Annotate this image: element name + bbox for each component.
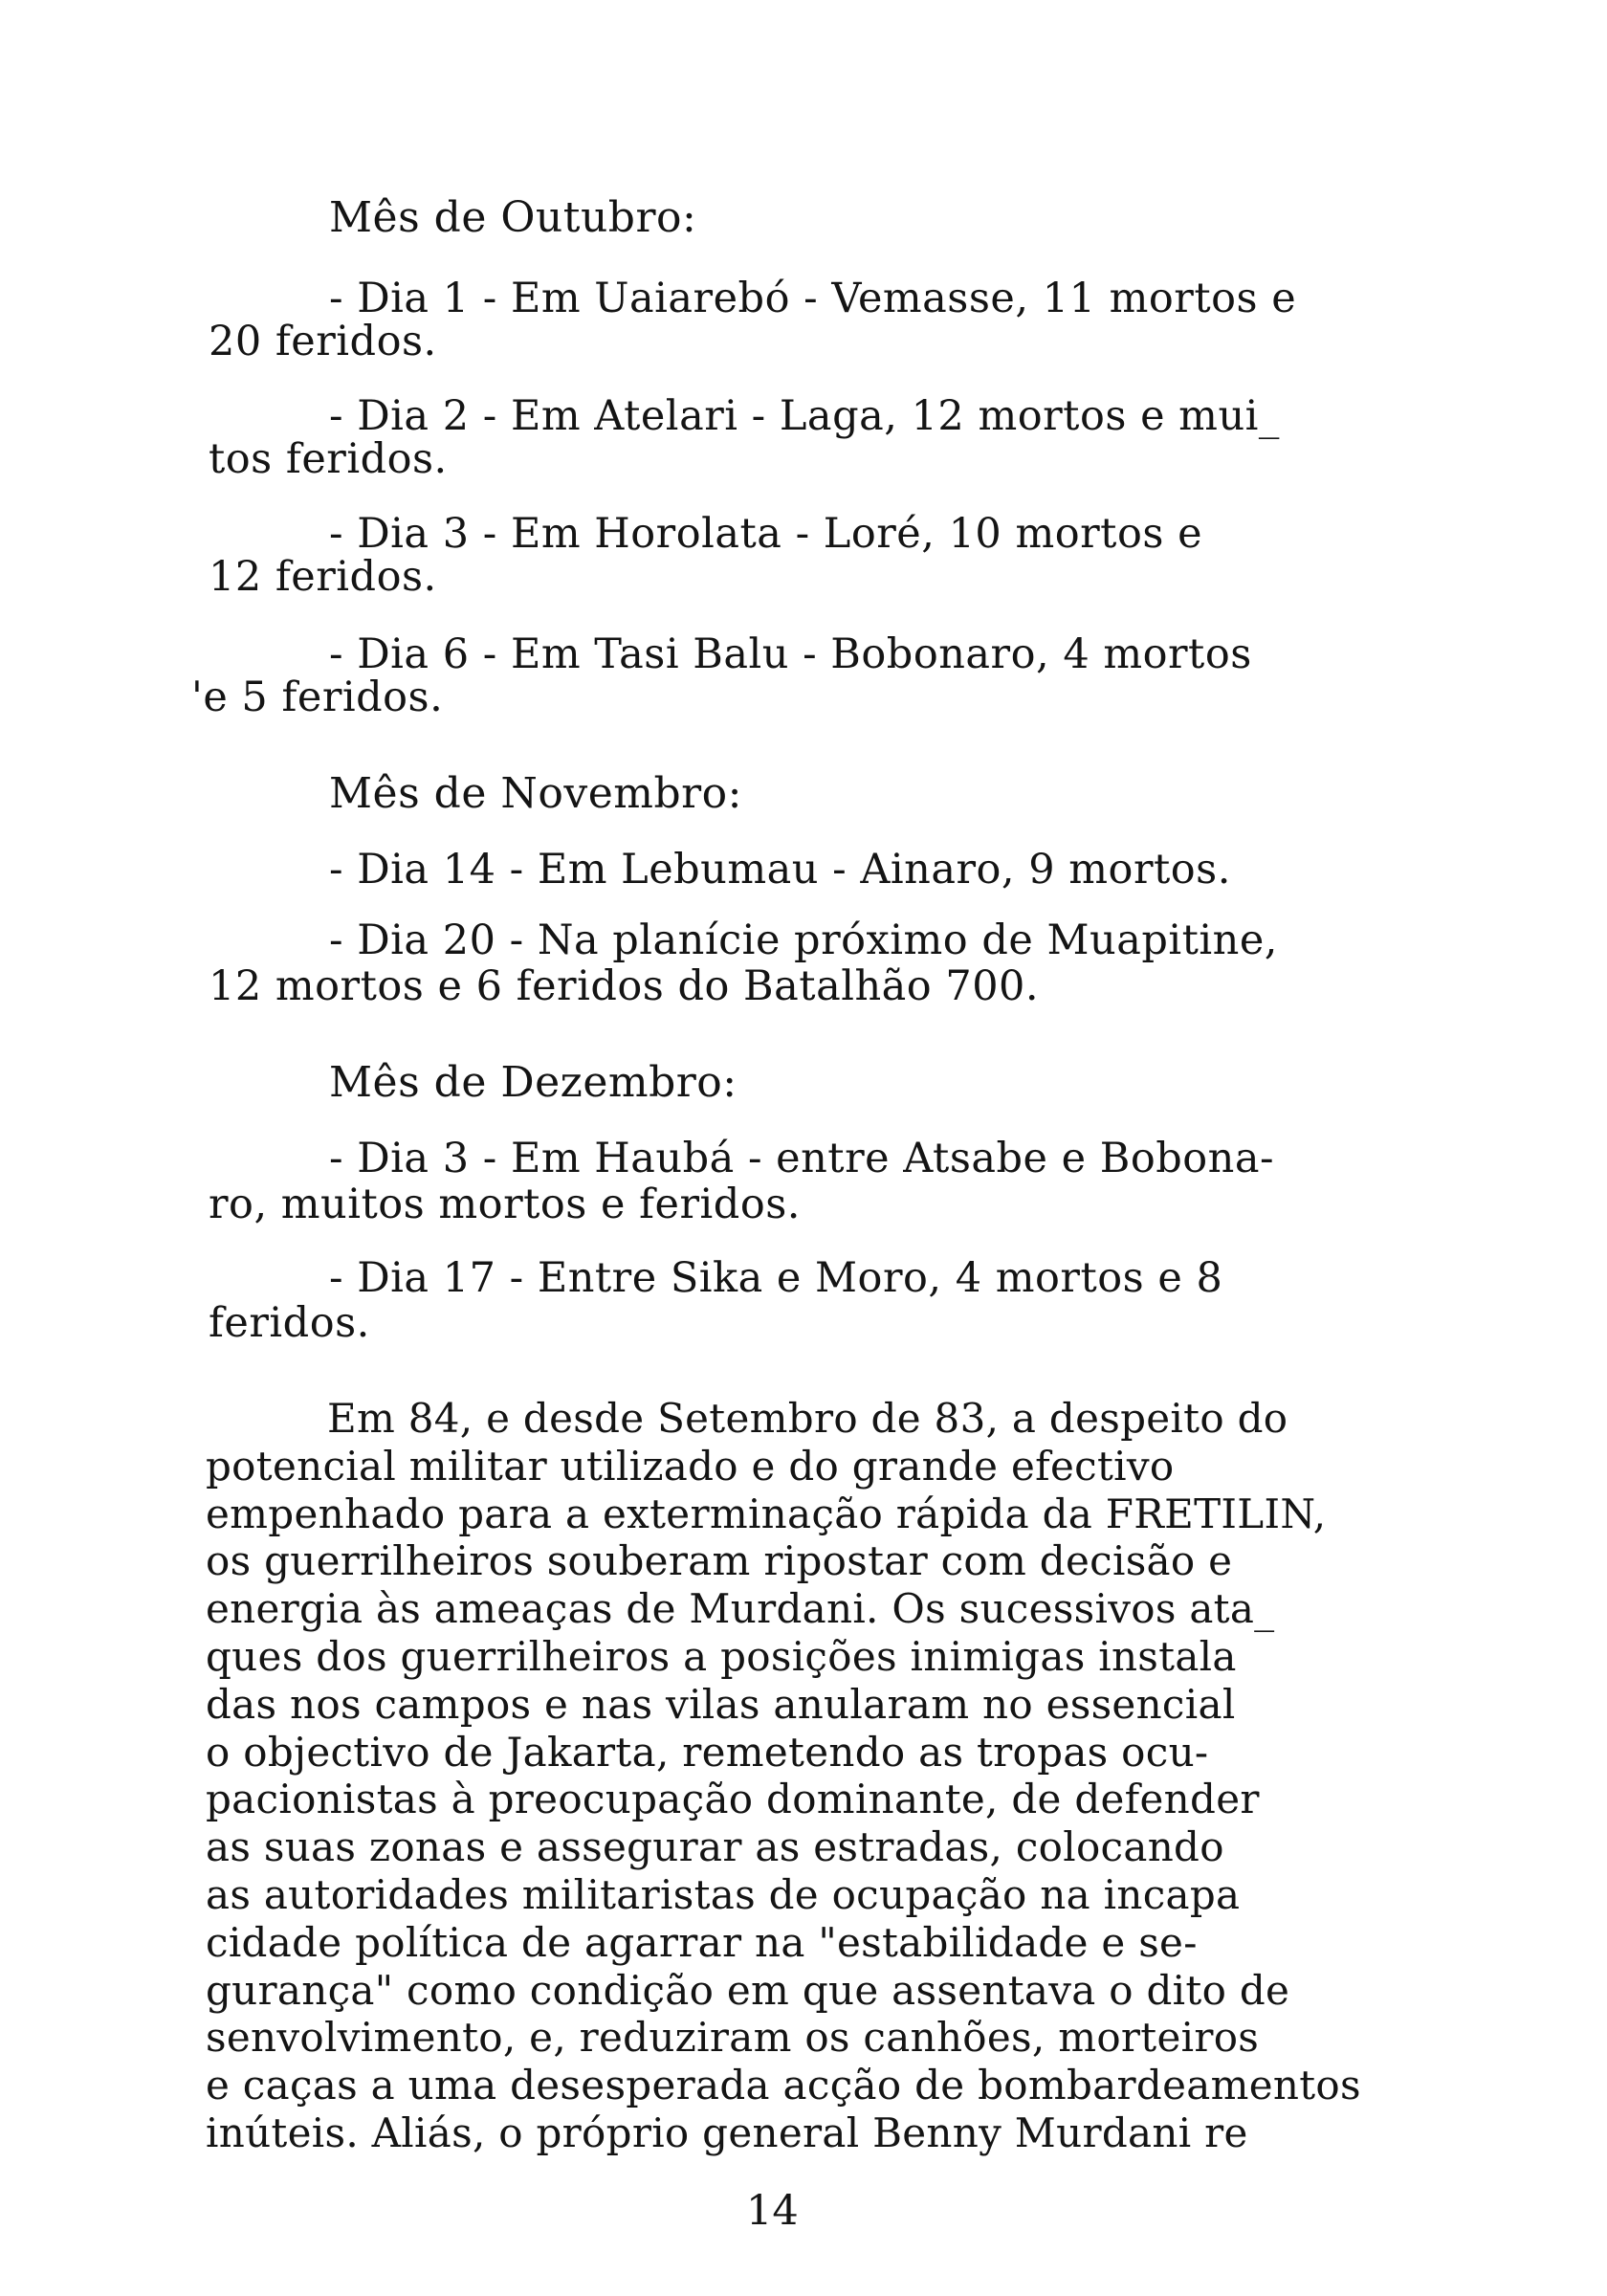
paragraph-line: o objectivo de Jakarta, remetendo as tropas ocu- <box>206 1728 1209 1776</box>
paragraph-line: empenhado para a exterminação rápida da FRETILIN, <box>206 1490 1327 1537</box>
entry-line: - Dia 17 - Entre Sika e Moro, 4 mortos e 8 <box>329 1254 1223 1302</box>
entry-line: ro, muitos mortos e feridos. <box>209 1181 801 1228</box>
month-heading-novembro: Mês de Novembro: <box>329 769 742 818</box>
paragraph-line: das nos campos e nas vilas anularam no essencial <box>206 1680 1236 1728</box>
entry-line: - Dia 6 - Em Tasi Balu - Bobonaro, 4 mortos <box>329 630 1252 678</box>
paragraph-line: senvolvimento, e, reduziram os canhões, morteiros <box>206 2014 1260 2062</box>
paragraph-line: as autoridades militaristas de ocupação na incapa <box>206 1870 1241 1918</box>
paragraph-line: gurança" como condição em que assentava o dito de <box>206 1966 1290 2014</box>
entry-line: tos feridos. <box>209 435 448 483</box>
paragraph-line: as suas zonas e assegurar as estradas, colocando <box>206 1823 1224 1871</box>
page-number: 14 <box>746 2187 799 2235</box>
paragraph-line: e caças a uma desesperada acção de bombardeamentos <box>206 2062 1361 2109</box>
paragraph-line: pacionistas à preocupação dominante, de defender <box>206 1776 1260 1823</box>
month-heading-dezembro: Mês de Dezembro: <box>329 1058 737 1107</box>
paragraph-line: inúteis. Aliás, o próprio general Benny Murdani re <box>206 2108 1248 2156</box>
entry-line: - Dia 3 - Em Haubá - entre Atsabe e Bobona- <box>329 1135 1275 1182</box>
entry-line: - Dia 14 - Em Lebumau - Ainaro, 9 mortos. <box>329 846 1231 894</box>
month-heading-outubro: Mês de Outubro: <box>329 193 697 242</box>
entry-line: 'e 5 feridos. <box>191 673 444 721</box>
entry-line: 20 feridos. <box>209 318 437 365</box>
body-paragraph <box>206 1395 1392 2157</box>
paragraph-line: energia às ameaças de Murdani. Os sucessivos ata_ <box>206 1585 1275 1633</box>
paragraph-line: cidade política de agarrar na "estabilidade e se- <box>206 1918 1198 1966</box>
paragraph-line: ques dos guerrilheiros a posições inimigas instala <box>206 1632 1237 1680</box>
entry-line: - Dia 3 - Em Horolata - Loré, 10 mortos e <box>329 510 1203 558</box>
entry-line: - Dia 2 - Em Atelari - Laga, 12 mortos e mui_ <box>329 392 1280 440</box>
paragraph-line: potencial militar utilizado e do grande efectivo <box>206 1442 1175 1490</box>
paragraph-line: os guerrilheiros souberam ripostar com decisão e <box>206 1537 1233 1585</box>
entry-line: feridos. <box>209 1299 370 1347</box>
paragraph-line: Em 84, e desde Setembro de 83, a despeito do <box>327 1395 1288 1442</box>
entry-line: - Dia 1 - Em Uaiarebó - Vemasse, 11 mortos e <box>329 275 1297 322</box>
entry-line: 12 feridos. <box>209 553 437 601</box>
entry-line: 12 mortos e 6 feridos do Batalhão 700. <box>209 962 1040 1010</box>
entry-line: - Dia 20 - Na planície próximo de Muapitine, <box>329 916 1278 964</box>
